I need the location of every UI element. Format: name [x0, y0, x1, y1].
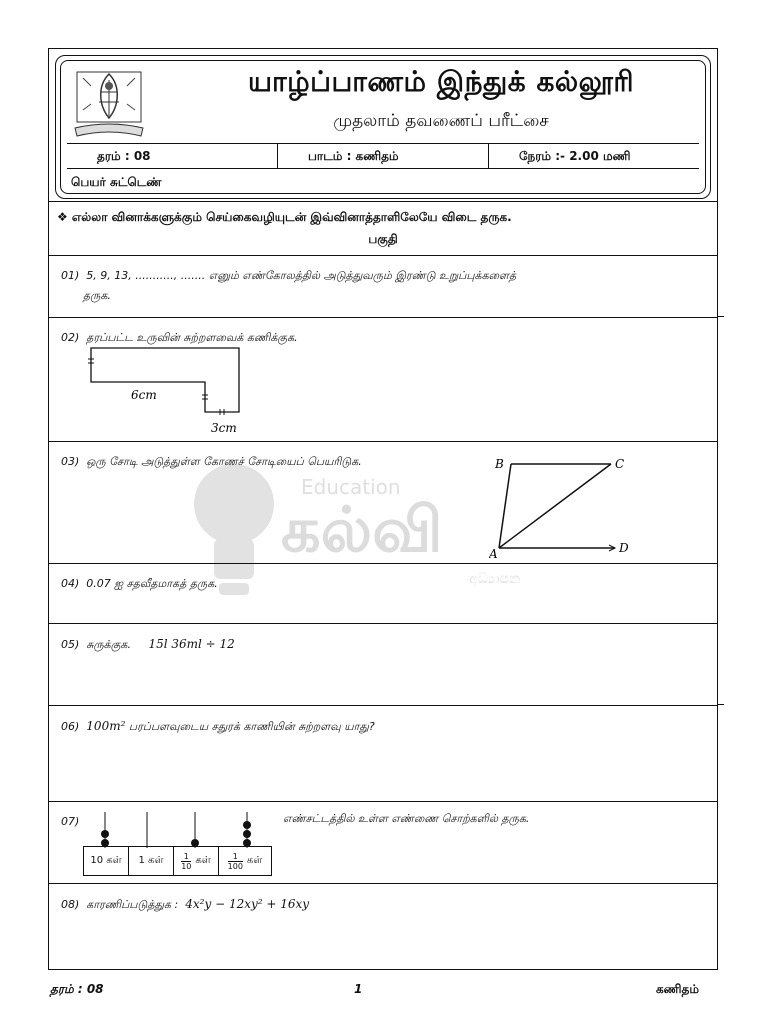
- bead: [243, 830, 251, 838]
- abacus-label-hundredths: [219, 847, 271, 875]
- fraction-suffix: கள்: [246, 855, 263, 866]
- divider: [49, 201, 717, 202]
- fraction-numerator: 1: [232, 851, 238, 861]
- question-3-text: [61, 452, 362, 472]
- point-c: C: [615, 457, 625, 471]
- fraction-denominator: 10: [181, 861, 192, 871]
- label-6cm: 6cm: [131, 388, 157, 402]
- perimeter-figure: [79, 344, 249, 439]
- question-text: ஒரு சோடி அடுத்துள்ள கோணச் சோடியைப் பெயரிடுக.: [86, 455, 362, 468]
- fraction-denominator: 100: [227, 861, 243, 871]
- label-3cm: 3cm: [211, 421, 237, 435]
- question-3: [49, 441, 717, 563]
- footer-subject: கணிதம்: [656, 982, 699, 996]
- question-number: 08): [61, 898, 80, 911]
- footer-page-number: 1: [354, 982, 363, 996]
- question-text-cont: தருக.: [83, 289, 111, 302]
- watermark-sub: Education: [301, 475, 401, 499]
- margin-tick: [718, 316, 724, 317]
- header-box: [55, 55, 711, 199]
- time-cell: நேரம் :- 2.00 மணி: [488, 144, 699, 168]
- watermark-main: கல்வி: [281, 493, 443, 566]
- question-6-text: [61, 716, 375, 737]
- question-number: 04): [61, 577, 80, 590]
- name-label: பெயர் சுட்டெண்: [71, 175, 162, 189]
- question-4-text: [61, 574, 218, 594]
- question-text: 5, 9, 13, ..........., ....... எனும் எண்கோலத்தில் அடுத்துவரும் இரண்டு உறுப்புக்களைத்: [86, 269, 517, 282]
- question-text: 0.07 ஐ சதவீதமாகத் தருக.: [86, 577, 218, 590]
- instruction-text: ❖ எல்லா வினாக்களுக்கும் செய்கைவழியுடன் இவ்வினாத்தாளிலேயே விடை தருக.: [57, 210, 512, 224]
- abacus-label-tens: 10 கள்: [84, 847, 129, 875]
- question-text: பரப்பளவுடைய சதுரக் காணியின் சுற்றளவு யாது?: [128, 720, 375, 733]
- subject-cell: பாடம் : கணிதம்: [277, 144, 488, 168]
- watermark-tag: අධ්‍යාපන: [469, 571, 521, 587]
- question-6: [49, 705, 717, 801]
- question-2: [49, 317, 717, 441]
- question-8-text: [61, 894, 309, 915]
- question-7: [49, 801, 717, 883]
- exam-name: முதலாம் தவணைப் பரீட்சை: [333, 111, 549, 131]
- question-number: 03): [61, 455, 80, 468]
- abacus-labels: [83, 846, 272, 876]
- abacus-label-tenths: [174, 847, 219, 875]
- question-4: [49, 563, 717, 623]
- question-number: 05): [61, 638, 80, 651]
- abacus-label-ones: 1 கள்: [129, 847, 174, 875]
- school-name: யாழ்ப்பாணம் இந்துக் கல்லூரி: [247, 65, 635, 98]
- question-5: [49, 623, 717, 705]
- angle-figure: [489, 450, 639, 560]
- question-8: [49, 883, 717, 969]
- question-1: [49, 255, 717, 317]
- college-crest-icon: [69, 66, 149, 142]
- question-expression: 4x²y − 12xy² + 16xy: [185, 897, 310, 911]
- margin-tick: [718, 704, 724, 705]
- header-inner-border: [60, 60, 706, 194]
- question-number: 01): [61, 269, 80, 282]
- question-expression: 15l 36ml ÷ 12: [148, 637, 235, 651]
- bead: [101, 830, 109, 838]
- question-5-text: [61, 634, 235, 655]
- footer-grade: தரம் : 08: [50, 982, 104, 996]
- exam-page: [48, 48, 718, 970]
- bead: [243, 821, 251, 829]
- section-title: பகுதி: [368, 232, 398, 246]
- question-text: சுருக்குக.: [86, 638, 131, 651]
- question-expression: 100m²: [86, 719, 126, 733]
- question-text: தரப்பட்ட உருவின் சுற்றளவைக் கணிக்குக.: [86, 331, 298, 344]
- point-b: B: [495, 457, 504, 471]
- point-a: A: [489, 547, 498, 560]
- question-number: 02): [61, 331, 80, 344]
- question-text: காரணிப்படுத்துக :: [86, 898, 179, 911]
- grade-cell: தரம் : 08: [97, 149, 151, 163]
- question-7-num: 07): [61, 815, 80, 828]
- question-7-text: எண்சட்டத்தில் உள்ள எண்ணை சொற்களில் தருக.: [283, 812, 530, 825]
- fraction-numerator: 1: [183, 851, 189, 861]
- fraction-suffix: கள்: [195, 855, 211, 866]
- question-number: 06): [61, 720, 80, 733]
- point-d: D: [619, 541, 629, 555]
- info-row: [67, 143, 699, 169]
- question-1-text: [61, 266, 516, 306]
